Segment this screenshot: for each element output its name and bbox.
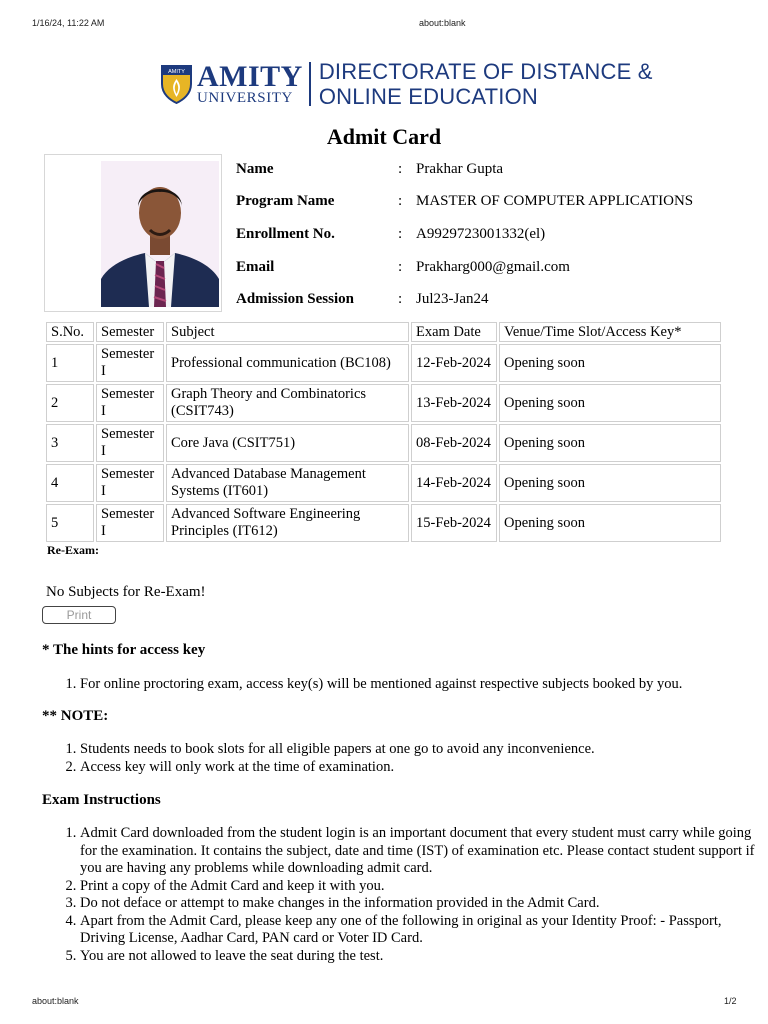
list-item: 2. Access key will only work at the time of examination. (80, 759, 595, 777)
photo-frame (44, 154, 222, 312)
cell-exam-date: 08-Feb-2024 (411, 424, 497, 462)
cell-semester: Semester I (96, 344, 164, 382)
hints-list (42, 676, 682, 694)
logo-divider (309, 62, 311, 106)
list-item: 1. Students needs to book slots for all eligible papers at one go to avoid any inconvenience. (80, 741, 595, 759)
enrollment-value: A9929723001332(el) (416, 226, 546, 242)
name-label: Name (236, 161, 274, 177)
colon: : (398, 226, 403, 242)
colon: : (398, 291, 403, 307)
amity-logo (160, 60, 653, 108)
list-item: 5. You are not allowed to leave the seat during the test. (80, 948, 760, 966)
header-sno: S.No. (46, 322, 94, 342)
cell-sno: 3 (46, 424, 94, 462)
reexam-message: No Subjects for Re-Exam! (46, 584, 206, 600)
enrollment-label: Enrollment No. (236, 226, 335, 242)
page-number: 1/2 (724, 996, 737, 1006)
name-value: Prakhar Gupta (416, 161, 504, 177)
email-label: Email (236, 259, 275, 275)
print-header-datetime: 1/16/24, 11:22 AM (32, 18, 105, 28)
cell-semester: Semester I (96, 384, 164, 422)
reexam-label: Re-Exam: (47, 543, 99, 557)
amity-shield-icon (160, 64, 193, 104)
list-item: 1. For online proctoring exam, access key(s) will be mentioned against respective subjects booked by you. (80, 676, 682, 694)
cell-semester: Semester I (96, 504, 164, 542)
student-photo (101, 161, 219, 307)
cell-semester: Semester I (96, 464, 164, 502)
cell-exam-date: 13-Feb-2024 (411, 384, 497, 422)
table-row (46, 424, 721, 462)
header-venue: Venue/Time Slot/Access Key* (499, 322, 721, 342)
cell-exam-date: 12-Feb-2024 (411, 344, 497, 382)
print-footer-url: about:blank (32, 996, 79, 1006)
table-row (46, 464, 721, 502)
list-item: 1. Admit Card downloaded from the student login is an important document that every student must carry while going for the examination. It contains the subject, date and time (IST) of examination etc. Please contact student support if you are having any problems while downloading admit card. (80, 825, 760, 878)
table-row (46, 344, 721, 382)
list-item: 2. Print a copy of the Admit Card and keep it with you. (80, 878, 760, 896)
header-exam-date: Exam Date (411, 322, 497, 342)
cell-venue: Opening soon (499, 504, 721, 542)
cell-exam-date: 14-Feb-2024 (411, 464, 497, 502)
program-label: Program Name (236, 193, 335, 209)
cell-subject: Graph Theory and Combinatorics (CSIT743) (166, 384, 409, 422)
colon: : (398, 193, 403, 209)
table-row (46, 504, 721, 542)
note-list (42, 741, 595, 776)
cell-exam-date: 15-Feb-2024 (411, 504, 497, 542)
instructions-heading: Exam Instructions (42, 792, 161, 808)
session-label: Admission Session (236, 291, 354, 307)
cell-subject: Advanced Database Management Systems (IT601) (166, 464, 409, 502)
page-title: Admit Card (326, 124, 442, 149)
cell-subject: Core Java (CSIT751) (166, 424, 409, 462)
cell-sno: 1 (46, 344, 94, 382)
colon: : (398, 161, 403, 177)
colon: : (398, 259, 403, 275)
exam-schedule-table (44, 320, 723, 544)
university-wordmark: UNIVERSITY (197, 90, 293, 106)
note-heading: ** NOTE: (42, 708, 109, 724)
print-button[interactable]: Print (42, 606, 116, 624)
table-row (46, 384, 721, 422)
program-value: MASTER OF COMPUTER APPLICATIONS (416, 193, 694, 209)
header-subject: Subject (166, 322, 409, 342)
cell-sno: 4 (46, 464, 94, 502)
cell-subject: Professional communication (BC108) (166, 344, 409, 382)
email-value: Prakharg000@gmail.com (416, 259, 570, 275)
cell-venue: Opening soon (499, 344, 721, 382)
cell-sno: 2 (46, 384, 94, 422)
amity-wordmark: AMITY (197, 60, 303, 93)
cell-sno: 5 (46, 504, 94, 542)
list-item: 4. Apart from the Admit Card, please keep any one of the following in original as your Identity Proof: - Passport, Driving License, Aadhar Card, PAN card or Voter ID Card. (80, 913, 760, 948)
directorate-line-2: ONLINE EDUCATION (318, 84, 538, 109)
cell-venue: Opening soon (499, 384, 721, 422)
session-value: Jul23-Jan24 (416, 291, 489, 307)
cell-semester: Semester I (96, 424, 164, 462)
directorate-line-1: DIRECTORATE OF DISTANCE & (318, 59, 653, 84)
table-header-row (46, 322, 721, 342)
list-item: 3. Do not deface or attempt to make changes in the information provided in the Admit Card. (80, 895, 760, 913)
cell-subject: Advanced Software Engineering Principles (IT612) (166, 504, 409, 542)
hints-heading: * The hints for access key (42, 642, 206, 658)
header-semester: Semester (96, 322, 164, 342)
cell-venue: Opening soon (499, 424, 721, 462)
cell-venue: Opening soon (499, 464, 721, 502)
instructions-list (42, 825, 760, 965)
shield-text: AMITY (168, 69, 185, 75)
print-header-url: about:blank (419, 18, 466, 28)
